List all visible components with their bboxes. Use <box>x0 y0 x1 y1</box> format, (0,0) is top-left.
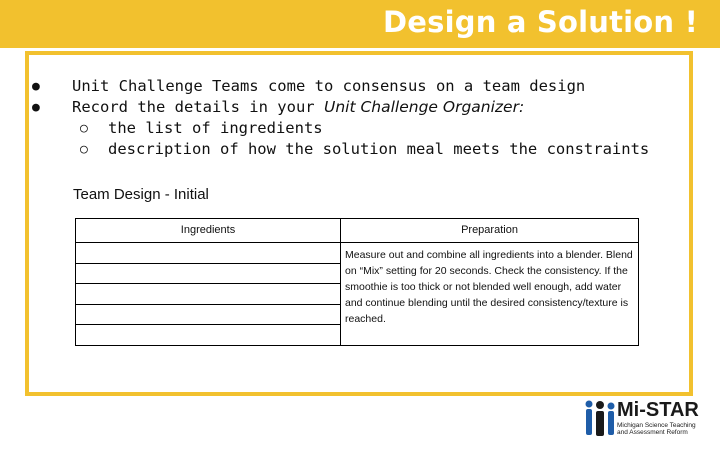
team-design-label: Team Design - Initial <box>73 186 209 203</box>
logo-title: Mi-STAR <box>617 399 699 421</box>
ingredient-cell <box>76 325 341 346</box>
bullet-dot-icon: ● <box>32 100 40 115</box>
ingredient-cell <box>76 304 341 325</box>
team-design-table <box>75 218 639 346</box>
bullet-item-consensus: ● Unit Challenge Teams come to consensus on a team design <box>32 77 586 95</box>
title-bar <box>0 0 720 48</box>
preparation-text: Measure out and combine all ingredients into a blender. Blend on “Mix” setting for 20 seconds. Check the consistency. If the smoothie is too thick or not blended well enough, add water and continue blending until the desired consistency/texture is reached. <box>341 243 639 346</box>
ingredient-cell <box>76 243 341 264</box>
sub-bullet-ingredients: ○ the list of ingredients <box>80 119 323 137</box>
people-figures-icon <box>583 398 617 438</box>
ingredient-cell <box>76 263 341 284</box>
logo-subtitle: Michigan Science Teaching and Assessment Reform <box>617 422 696 436</box>
bullet-item-record: ● Record the details in your Unit Challenge Organizer: <box>32 98 525 116</box>
bullet-dot-icon: ● <box>32 79 40 94</box>
slide-title: Design a Solution ! <box>383 5 698 39</box>
circle-bullet-icon: ○ <box>80 121 88 136</box>
instruction-list <box>30 76 649 160</box>
preparation-header: Preparation <box>341 219 639 243</box>
circle-bullet-icon: ○ <box>80 142 88 157</box>
sub-bullet-description: ○ description of how the solution meal meets the constraints <box>80 140 650 158</box>
ingredients-header: Ingredients <box>76 219 341 243</box>
mi-star-logo <box>583 398 703 440</box>
ingredient-cell <box>76 284 341 305</box>
